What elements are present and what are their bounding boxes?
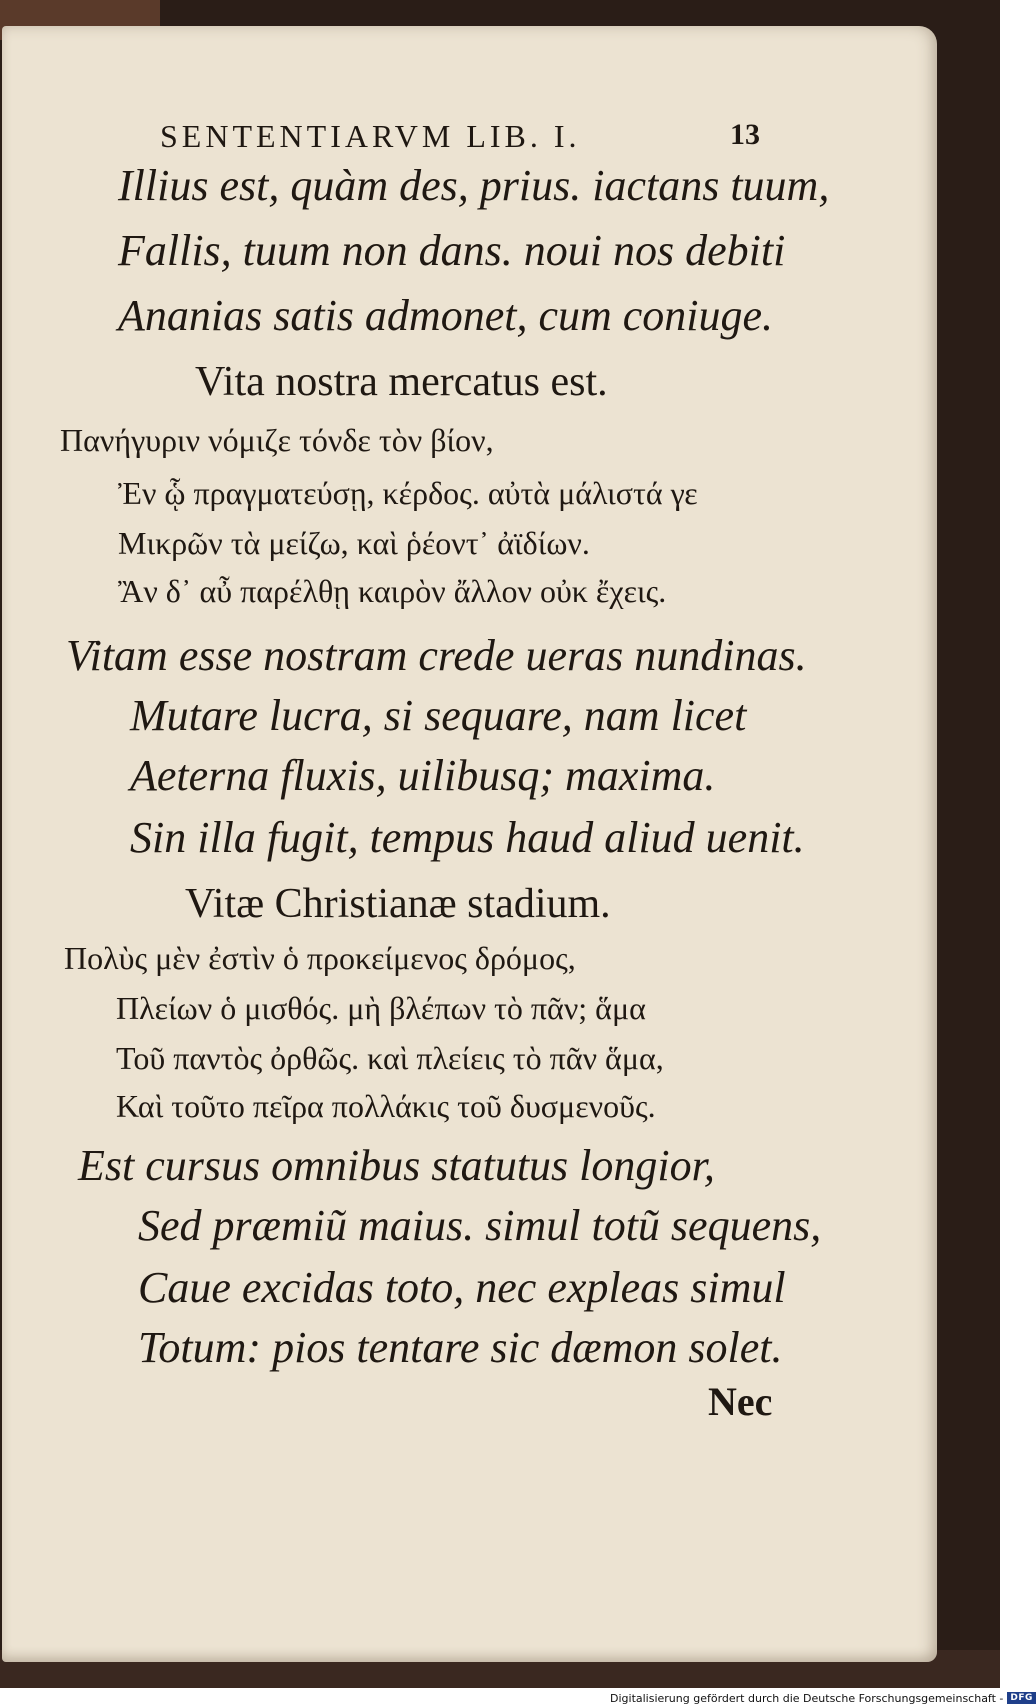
latin-verse-line: Est cursus omnibus statutus longior, (78, 1141, 715, 1190)
digitization-footer (610, 1690, 1036, 1706)
latin-verse-line: Sin illa fugit, tempus haud aliud uenit. (130, 813, 805, 862)
verse-line: Fallis, tuum non dans. noui nos debiti (118, 226, 786, 275)
latin-verse-line: Caue excidas toto, nec expleas simul (138, 1263, 786, 1312)
dfg-logo: DFG (1007, 1692, 1036, 1704)
verse-line: Ananias satis admonet, cum coniuge. (118, 291, 774, 340)
page-number: 13 (730, 118, 760, 151)
latin-verse-line: Vitam esse nostram crede ueras nundinas. (66, 631, 807, 680)
footer-text: Digitalisierung gefördert durch die Deutsche Forschungsgemeinschaft - (610, 1691, 1004, 1705)
greek-verse-line: Μικρῶν τὰ μείζω, καὶ ῥέοντ᾽ ἀϊδίων. (118, 525, 590, 561)
greek-verse-line: Πολὺς μὲν ἐστὶν ὁ προκείμενος δρόμος, (64, 940, 576, 976)
section-title: Vitæ Christianæ stadium. (185, 881, 611, 927)
greek-verse-line: Τοῦ παντὸς ὀρθῶς. καὶ πλείεις τὸ πᾶν ἅμα, (116, 1040, 664, 1076)
greek-verse-line: Ἂν δ᾽ αὖ παρέλθῃ καιρὸν ἄλλον οὐκ ἔχεις. (118, 573, 667, 609)
greek-verse-line: Ἐν ᾧ πραγματεύσῃ, κέρδος. αὐτὰ μάλιστά γε (118, 475, 698, 511)
catchword: Nec (708, 1379, 773, 1424)
latin-verse-line: Totum: pios tentare sic dæmon solet. (138, 1323, 783, 1372)
section-title: Vita nostra mercatus est. (195, 359, 608, 405)
latin-verse-line: Aeterna fluxis, uilibusq; maxima. (130, 751, 716, 800)
verse-line: Illius est, quàm des, prius. iactans tuum, (118, 161, 830, 210)
latin-verse-line: Sed præmiũ maius. simul totũ sequens, (138, 1201, 822, 1250)
latin-verse-line: Mutare lucra, si sequare, nam licet (130, 691, 747, 740)
greek-verse-line: Πανήγυριν νόμιζε τόνδε τὸν βίον, (60, 422, 494, 458)
greek-verse-line: Πλείων ὁ μισθός. μὴ βλέπων τὸ πᾶν; ἅμα (116, 990, 646, 1026)
running-header: SENTENTIARVM LIB. I. (160, 118, 581, 154)
greek-verse-line: Καὶ τοῦτο πεῖρα πολλάκις τοῦ δυσμενοῦς. (116, 1088, 656, 1124)
